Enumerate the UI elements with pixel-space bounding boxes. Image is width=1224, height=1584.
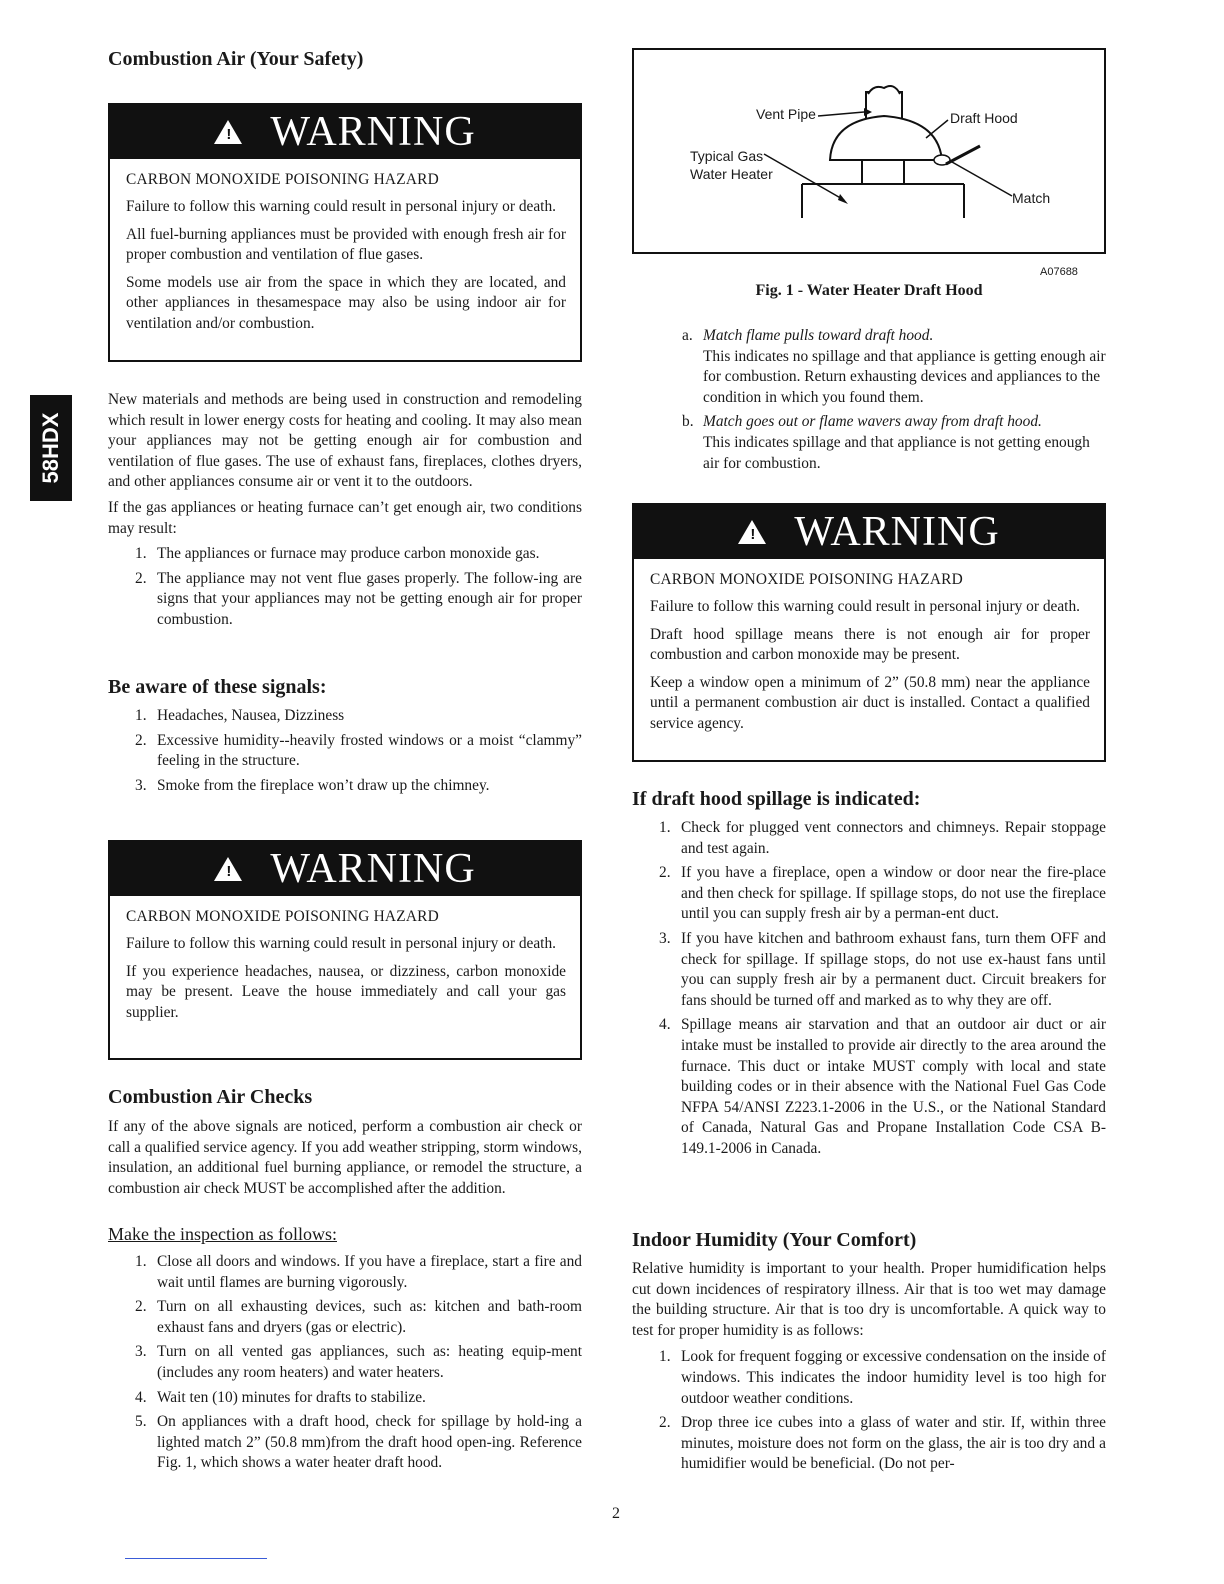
label-vent-pipe: Vent Pipe xyxy=(756,106,816,122)
figure-water-heater xyxy=(632,48,1106,254)
list-item: 2. If you have a fireplace, open a window or door near the fire-place and then check for spillage. If spillage stops, do not use the fireplace until you can supply fresh air by a perman-ent duct. xyxy=(659,864,1106,923)
warning-text: All fuel-burning appliances must be provided with enough fresh air for proper combustion and ventilation of flue gases. xyxy=(126,225,566,264)
warning-banner xyxy=(110,842,580,896)
checks-paragraph: If any of the above signals are noticed, perform a combustion air check or call a qualified service agency. If you add weather stripping, storm windows, insulation, an additional fuel burning appliance, or remodel the structure, a combustion air check MUST be accomplished after the addition. xyxy=(108,1118,582,1197)
signals-list xyxy=(108,706,582,796)
figure-caption: Fig. 1 - Water Heater Draft Hood xyxy=(755,282,983,299)
warning-box-1 xyxy=(108,103,582,362)
inspection-heading: Make the inspection as follows: xyxy=(108,1224,337,1244)
list-item: 1. Check for plugged vent connectors and chimneys. Repair stoppage and test again. xyxy=(659,819,1106,857)
list-item: 1. Close all doors and windows. If you have a fireplace, start a fire and wait until flames are burning vigorously. xyxy=(135,1253,582,1291)
warning-text: Some models use air from the space in which they are located, and other appliances in thesamespace may also be using indoor air for ventilation and/or combustion. xyxy=(126,273,566,332)
list-item: a. Match flame pulls toward draft hood. This indicates no spillage and that appliance is getting enough air for combustion. Return exhausting devices and appliances to the condition in which you found them. xyxy=(682,327,1106,406)
list-item: 2. The appliance may not vent flue gases properly. The follow-ing are signs that your appliances may not be getting enough air for proper combustion. xyxy=(135,569,582,628)
warning-text: If you experience headaches, nausea, or dizziness, carbon monoxide may be present. Leave the house immediately and call your gas supplier. xyxy=(126,962,566,1021)
inspection-list xyxy=(108,1252,582,1474)
section-title-combustion-air: Combustion Air (Your Safety) xyxy=(108,48,364,70)
list-item: 5. On appliances with a draft hood, check for spillage by hold-ing a lighted match 2” (50.8 mm)from the draft hood open-ing. Reference Fig. 1, which shows a water heater draft hood. xyxy=(135,1413,582,1472)
page-number: 2 xyxy=(612,1505,620,1522)
humidity-paragraph: Relative humidity is important to your health. Proper humidification helps cut down incidences of respiratory illness. Air that is too wet may damage the building structure. Air that is too dry is uncomfortable. A quick way to test for proper humidity is as follows: xyxy=(632,1260,1106,1339)
list-item: 3. Turn on all vented gas appliances, such as: heating equip-ment (includes any room heaters) and water heaters. xyxy=(135,1343,582,1381)
humidity-list xyxy=(632,1347,1106,1475)
intro-paragraph: If the gas appliances or heating furnace can’t get enough air, two conditions may result: xyxy=(108,498,582,537)
list-item: 1. The appliances or furnace may produce carbon monoxide gas. xyxy=(135,545,540,563)
label-match: Match xyxy=(1012,190,1051,206)
warning-banner xyxy=(634,505,1104,559)
list-item: b. Match goes out or flame wavers away from draft hood. This indicates spillage and that appliance is not getting enough air for combustion. xyxy=(682,413,1090,472)
warning-word: WARNING xyxy=(270,846,476,892)
warning-word: WARNING xyxy=(270,109,476,155)
results-list xyxy=(632,326,1106,474)
warning-banner xyxy=(110,105,580,159)
warning-box-2 xyxy=(108,840,582,1060)
humidity-heading: Indoor Humidity (Your Comfort) xyxy=(632,1229,917,1251)
warning-text: Failure to follow this warning could result in personal injury or death. xyxy=(126,935,556,952)
intro-paragraph: New materials and methods are being used in construction and remodeling which result in lower energy costs for heating and cooling. It may also mean your appliances may not be getting enough air for combustion and ventilation of flue gases. The use of exhaust fans, fireplaces, clothes dryers, and other appliances consume air or vent it to the outdoors. xyxy=(108,391,582,491)
side-tab xyxy=(30,395,72,501)
list-item: 4. Spillage means air starvation and that an outdoor air duct or air intake must be installed to provide air directly to the area around the furnace. This duct or intake MUST comply with local and state building codes or in their absence with the National Fuel Gas Code NFPA 54/ANSI Z223.1-2006 in the U.S., or the National Standard of Canada, Natural Gas and Propane Installation Code CSA B-149.1-2006 in Canada. xyxy=(659,1016,1106,1157)
warning-text: Failure to follow this warning could result in personal injury or death. xyxy=(126,198,556,215)
warning-word: WARNING xyxy=(794,509,1000,555)
signals-heading: Be aware of these signals: xyxy=(108,676,327,698)
list-item: 1. Headaches, Nausea, Dizziness xyxy=(135,707,345,724)
list-item: 2. Excessive humidity--heavily frosted windows or a moist “clammy” feeling in the structure. xyxy=(135,731,582,770)
label-typical-gas: Typical Gas xyxy=(690,148,764,164)
side-tab-label: 58HDX xyxy=(38,412,63,484)
hazard-title: CARBON MONOXIDE POISONING HAZARD xyxy=(126,908,439,925)
list-item: 4. Wait ten (10) minutes for drafts to stabilize. xyxy=(135,1388,426,1406)
label-water-heater: Water Heater xyxy=(690,166,773,182)
warning-triangle-icon: ! xyxy=(214,857,242,881)
spillage-heading: If draft hood spillage is indicated: xyxy=(632,788,921,810)
list-item: 2. Drop three ice cubes into a glass of water and stir. If, within three minutes, moisture does not form on the glass, the air is too dry and a humidifier would be beneficial. (Do not per- xyxy=(659,1414,1106,1473)
checks-heading: Combustion Air Checks xyxy=(108,1086,313,1108)
warning-triangle-icon: ! xyxy=(214,120,242,144)
spillage-list xyxy=(632,818,1106,1160)
hazard-title: CARBON MONOXIDE POISONING HAZARD xyxy=(126,171,439,188)
label-draft-hood: Draft Hood xyxy=(950,110,1018,126)
warning-text: Failure to follow this warning could result in personal injury or death. xyxy=(650,598,1080,615)
list-item: 2. Turn on all exhausting devices, such as: kitchen and bath-room exhaust fans and dryers (gas or electric). xyxy=(135,1298,582,1336)
conditions-list xyxy=(108,544,582,630)
warning-triangle-icon: ! xyxy=(738,520,766,544)
list-item: 3. If you have kitchen and bathroom exhaust fans, turn them OFF and check for spillage. If spillage stops, do not use ex-haust fans until you can supply fresh air by a permanent duct. Circuit breakers for fans should be turned off and marked as to why they are off. xyxy=(659,929,1106,1009)
bottom-rule xyxy=(125,1558,267,1559)
figure-code: A07688 xyxy=(1040,266,1078,278)
hazard-title: CARBON MONOXIDE POISONING HAZARD xyxy=(650,571,963,588)
list-item: 3. Smoke from the fireplace won’t draw up the chimney. xyxy=(135,776,490,794)
warning-text: Draft hood spillage means there is not enough air for proper combustion and carbon monoxide may be present. xyxy=(650,625,1090,664)
warning-text: Keep a window open a minimum of 2” (50.8 mm) near the appliance until a permanent combustion air duct is installed. Contact a qualified service agency. xyxy=(650,673,1090,732)
list-item: 1. Look for frequent fogging or excessive condensation on the inside of windows. This indicates the indoor humidity level is too high for outdoor weather conditions. xyxy=(659,1348,1106,1407)
warning-box-3 xyxy=(632,503,1106,762)
